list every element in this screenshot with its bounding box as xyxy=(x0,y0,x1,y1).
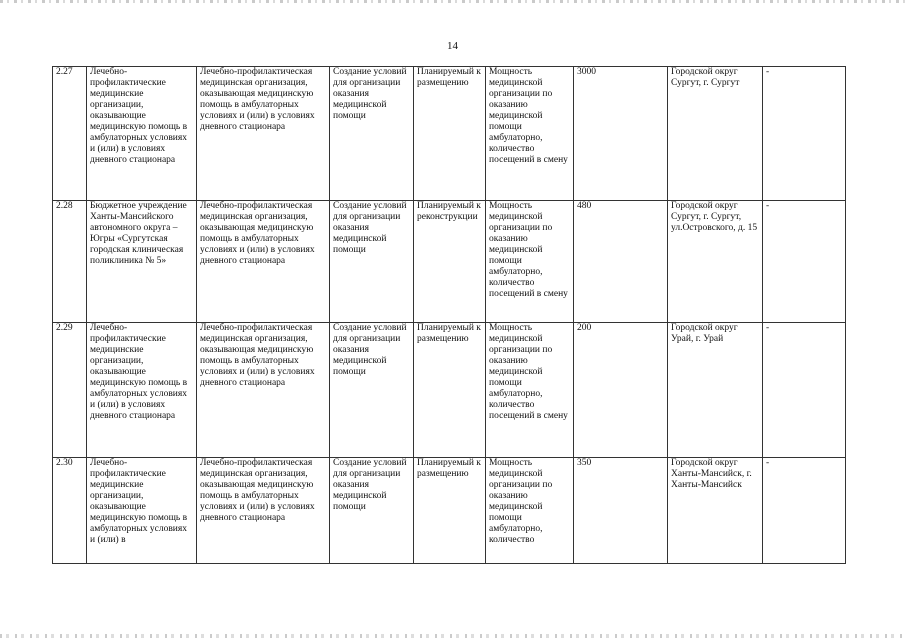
note: - xyxy=(763,201,846,323)
location: Городской округ Ханты-Мансийск, г. Ханты-Мансийск xyxy=(668,458,763,564)
capacity-value: 350 xyxy=(574,458,668,564)
status: Планируемый к реконструкции xyxy=(414,201,486,323)
row-number: 2.28 xyxy=(53,201,87,323)
purpose: Создание условий для организации оказания медицинской помощи xyxy=(330,323,414,458)
organization-type: Лечебно-профилактическая медицинская организация, оказывающая медицинскую помощь в амбулаторных условиях и (или) в условиях дневного стационара xyxy=(197,323,330,458)
page-number: 14 xyxy=(447,40,458,52)
capacity-value: 3000 xyxy=(574,67,668,201)
table-row xyxy=(53,458,846,564)
capacity-indicator: Мощность медицинской организации по оказанию медицинской помощи амбулаторно, количество посещений в смену xyxy=(486,67,574,201)
scan-artifact-bottom xyxy=(0,634,905,638)
row-number: 2.29 xyxy=(53,323,87,458)
location: Городской округ Сургут, г. Сургут, ул.Островского, д. 15 xyxy=(668,201,763,323)
row-number: 2.30 xyxy=(53,458,87,564)
note: - xyxy=(763,458,846,564)
note: - xyxy=(763,67,846,201)
organization-name: Лечебно-профилактические медицинские организации, оказывающие медицинскую помощь в амбулаторных условиях и (или) в xyxy=(87,458,197,564)
capacity-value: 200 xyxy=(574,323,668,458)
location: Городской округ Сургут, г. Сургут xyxy=(668,67,763,201)
status: Планируемый к размещению xyxy=(414,323,486,458)
status: Планируемый к размещению xyxy=(414,67,486,201)
table-row xyxy=(53,323,846,458)
note: - xyxy=(763,323,846,458)
table-row xyxy=(53,67,846,201)
facilities-table xyxy=(52,66,846,564)
status: Планируемый к размещению xyxy=(414,458,486,564)
organization-name: Лечебно-профилактические медицинские организации, оказывающие медицинскую помощь в амбулаторных условиях и (или) в условиях дневного стационара xyxy=(87,67,197,201)
organization-type: Лечебно-профилактическая медицинская организация, оказывающая медицинскую помощь в амбулаторных условиях и (или) в условиях дневного стационара xyxy=(197,458,330,564)
capacity-indicator: Мощность медицинской организации по оказанию медицинской помощи амбулаторно, количество xyxy=(486,458,574,564)
organization-type: Лечебно-профилактическая медицинская организация, оказывающая медицинскую помощь в амбулаторных условиях и (или) в условиях дневного стационара xyxy=(197,67,330,201)
row-number: 2.27 xyxy=(53,67,87,201)
capacity-indicator: Мощность медицинской организации по оказанию медицинской помощи амбулаторно, количество посещений в смену xyxy=(486,201,574,323)
purpose: Создание условий для организации оказания медицинской помощи xyxy=(330,458,414,564)
location: Городской округ Урай, г. Урай xyxy=(668,323,763,458)
purpose: Создание условий для организации оказания медицинской помощи xyxy=(330,201,414,323)
capacity-value: 480 xyxy=(574,201,668,323)
organization-type: Лечебно-профилактическая медицинская организация, оказывающая медицинскую помощь в амбулаторных условиях и (или) в условиях дневного стационара xyxy=(197,201,330,323)
capacity-indicator: Мощность медицинской организации по оказанию медицинской помощи амбулаторно, количество посещений в смену xyxy=(486,323,574,458)
table-row xyxy=(53,201,846,323)
organization-name: Бюджетное учреждение Ханты-Мансийского автономного округа – Югры «Сургутская городская клиническая поликлиника № 5» xyxy=(87,201,197,323)
organization-name: Лечебно-профилактические медицинские организации, оказывающие медицинскую помощь в амбулаторных условиях и (или) в условиях дневного стационара xyxy=(87,323,197,458)
purpose: Создание условий для организации оказания медицинской помощи xyxy=(330,67,414,201)
scan-artifact-top xyxy=(0,0,905,3)
